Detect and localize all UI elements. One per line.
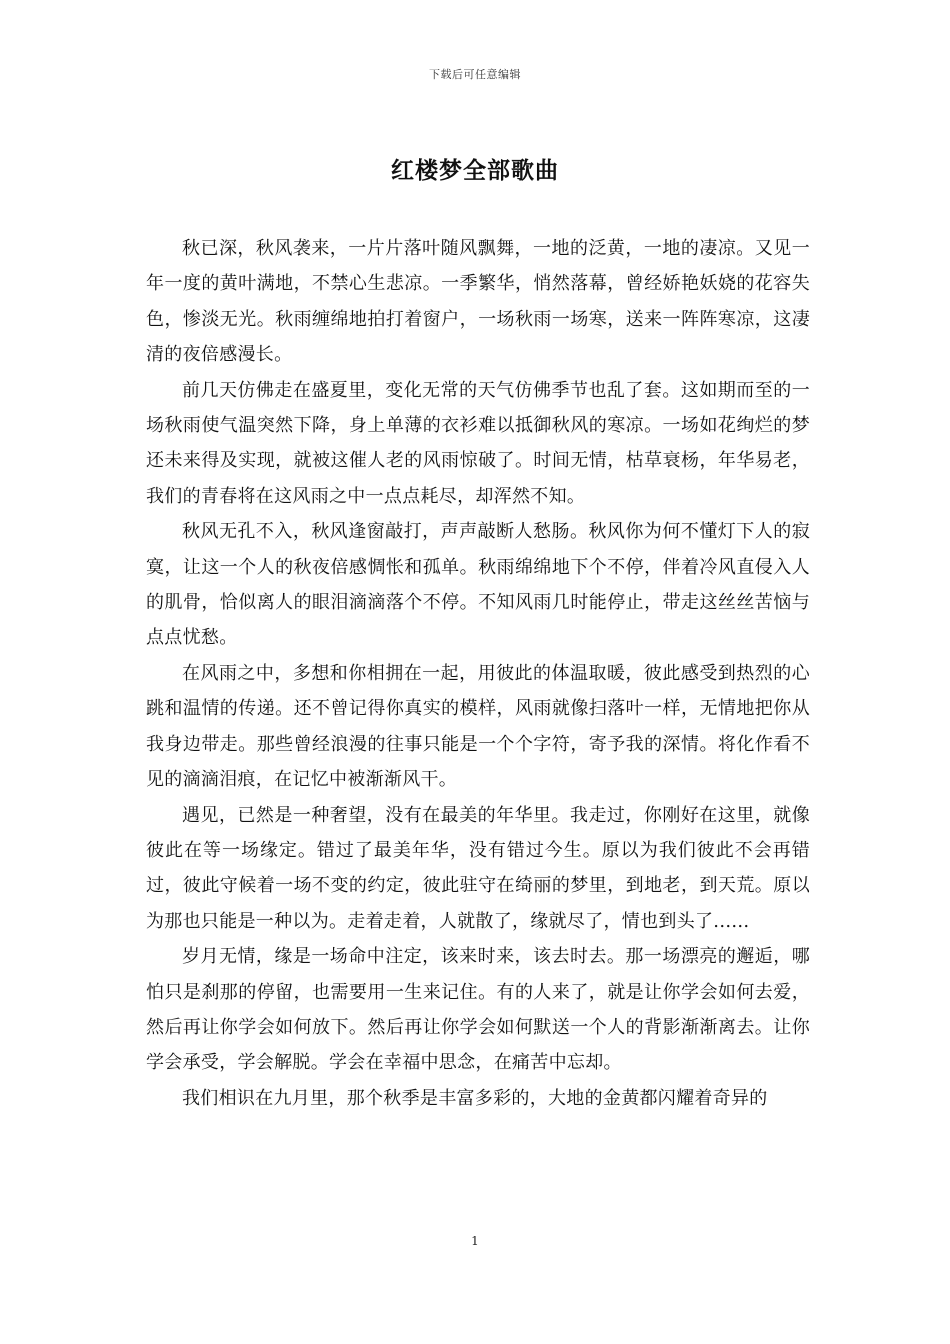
document-body: [146, 231, 810, 1116]
document-title: 红楼梦全部歌曲: [391, 157, 559, 184]
page-number: 1: [471, 1234, 479, 1248]
header-note: 下载后可任意编辑: [429, 68, 521, 81]
paragraph: 前几天仿佛走在盛夏里，变化无常的天气仿佛季节也乱了套。这如期而至的一场秋雨使气温突然下降，身上单薄的衣衫难以抵御秋风的寒凉。一场如花绚烂的梦还未来得及实现，就被这催人老的风雨惊破了。时间无情，枯草衰杨，年华易老，我们的青春将在这风雨之中一点点耗尽，却浑然不知。: [146, 379, 810, 507]
paragraph: 在风雨之中，多想和你相拥在一起，用彼此的体温取暖，彼此感受到热烈的心跳和温情的传递。还不曾记得你真实的模样，风雨就像扫落叶一样，无情地把你从我身边带走。那些曾经浪漫的往事只能是一个个字符，寄予我的深情。将化作看不见的滴滴泪痕，在记忆中被渐渐风干。: [146, 662, 810, 791]
paragraph: 秋风无孔不入，秋风逢窗敲打，声声敲断人愁肠。秋风你为何不懂灯下人的寂寞，让这一个人的秋夜倍感惆怅和孤单。秋雨绵绵地下个不停，伴着冷风直侵入人的肌骨，恰似离人的眼泪滴滴落个不停。不知风雨几时能停止，带走这丝丝苦恼与点点忧愁。: [146, 521, 810, 649]
paragraph: 遇见，已然是一种奢望，没有在最美的年华里。我走过，你刚好在这里，就像彼此在等一场缘定。错过了最美年华，没有错过今生。原以为我们彼此不会再错过，彼此守候着一场不变的约定，彼此驻守在绮丽的梦里，到地老，到天荒。原以为那也只能是一种以为。走着走着，人就散了，缘就尽了，情也到头了......: [146, 804, 810, 932]
paragraph: 我们相识在九月里，那个秋季是丰富多彩的，大地的金黄都闪耀着奇异的: [182, 1087, 768, 1109]
paragraph: 秋已深，秋风袭来，一片片落叶随风飘舞，一地的泛黄，一地的凄凉。又见一年一度的黄叶满地，不禁心生悲凉。一季繁华，悄然落幕，曾经娇艳妖娆的花容失色，惨淡无光。秋雨缠绵地拍打着窗户，一场秋雨一场寒，送来一阵阵寒凉，这凄清的夜倍感漫长。: [146, 238, 810, 366]
paragraph: 岁月无情，缘是一场命中注定，该来时来，该去时去。那一场漂亮的邂逅，哪怕只是刹那的停留，也需要用一生来记住。有的人来了，就是让你学会如何去爱，然后再让你学会如何放下。然后再让你学会如何默送一个人的背影渐渐离去。让你学会承受，学会解脱。学会在幸福中思念，在痛苦中忘却。: [146, 946, 810, 1074]
